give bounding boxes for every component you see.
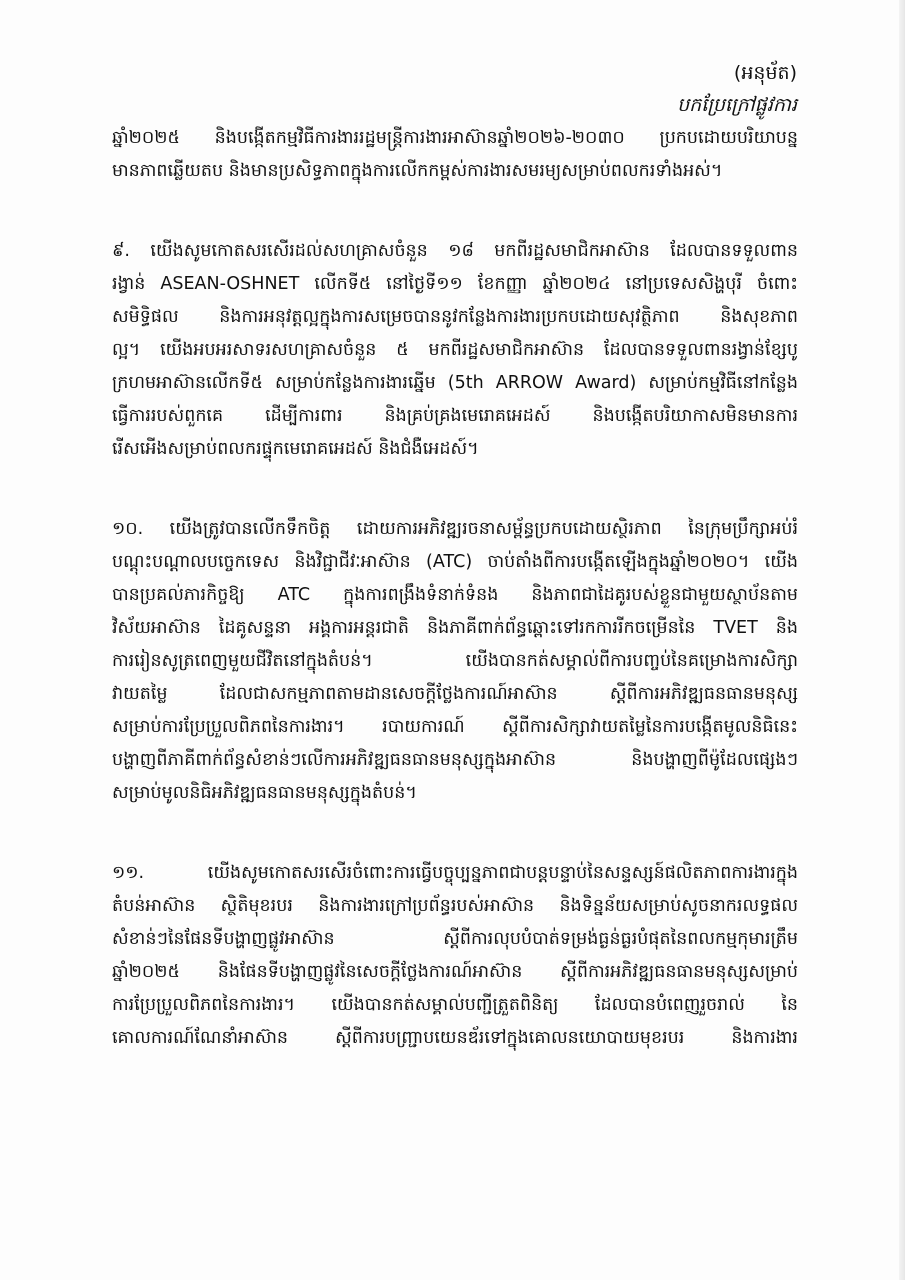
annex-label: (អនុម័ត) — [733, 62, 797, 84]
text-line: តំបន់អាស៊ាន ស្ថិតិមុខរបរ និងការងារក្រៅប្រព័ន្ធរបស់អាស៊ាន និងទិន្នន័យសម្រាប់សូចនាករលទ្ធផល — [112, 896, 798, 916]
text-line: ការរៀនសូត្រពេញមួយជីវិតនៅក្នុងតំបន់។ យើងបានកត់សម្គាល់ពីការបញ្ចប់នៃគម្រោងការសិក្សា — [112, 651, 798, 671]
text-line: រង្វាន់ ASEAN-OSHNET លើកទី៥ នៅថ្ងៃទី១១ ខែកញ្ញា ឆ្នាំ២០២៤ នៅប្រទេសសិង្ហបុរី ចំពោះ — [112, 274, 798, 294]
text-line: ១១. យើងសូមកោតសរសើរចំពោះការធ្វើបច្ចុប្បន្នភាពជាបន្តបន្ទាប់នៃសន្ទស្សន៍ផលិតភាពការងារក្នុង — [112, 863, 798, 883]
text-line: ១០. យើងត្រូវបានលើកទឹកចិត្ត ដោយការអភិវឌ្ឍរចនាសម្ព័ន្ធប្រកបដោយស្ថិរភាព នៃក្រុមប្រឹក្សាអប់រំ — [112, 519, 798, 539]
text-line: បានប្រគល់ភារកិច្ចឱ្យ ATC ក្នុងការពង្រឹងទំនាក់ទំនង និងភាពជាដៃគូរបស់ខ្លួនជាមួយស្ថាប័នតាម — [112, 585, 798, 605]
text-line: ការប្រែប្រួលពិភពនៃការងារ។ យើងបានកត់សម្គាល់បញ្ជីត្រួតពិនិត្យ ដែលបានបំពេញរួចរាល់ នៃ — [112, 995, 798, 1015]
page-edge-shadow — [899, 0, 905, 1280]
document-body — [112, 122, 798, 1055]
text-line: សមិទ្ធិផល និងការអនុវត្តល្អក្នុងការសម្រេចបាននូវកន្លែងការងារប្រកបដោយសុវត្ថិភាព និងសុខភាព — [112, 307, 798, 327]
text-line: ឆ្នាំ២០២៥ និងបង្កើតកម្មវិធីការងាររដ្ឋមន្ត្រីការងារអាស៊ានឆ្នាំ២០២៦-២០៣០ ប្រកបដោយបរិយាបន្ន — [112, 128, 798, 148]
paragraph-gap — [112, 466, 798, 513]
text-line: សំខាន់ៗនៃផែនទីបង្ហាញផ្លូវអាស៊ាន ស្ដីពីការលុបបំបាត់ទម្រង់ធ្ងន់ធ្ងរបំផុតនៃពលកម្មកុមារត្រឹម — [112, 929, 798, 949]
text-line: ធ្វើការរបស់ពួកគេ ដើម្បីការពារ និងគ្រប់គ្រងមេរោគអេដស៍ និងបង្កើតបរិយាកាសមិនមានការ — [112, 406, 798, 426]
unofficial-translation-note: បកប្រែក្រៅផ្លូវការ — [677, 94, 797, 116]
text-line: ៩. យើងសូមកោតសរសើរដល់សហគ្រាសចំនួន ១៨ មកពីរដ្ឋសមាជិកអាស៊ាន ដែលបានទទួលពាន — [112, 241, 798, 261]
paragraph-gap — [112, 810, 798, 857]
text-line: វិស័យអាស៊ាន ដៃគូសន្ទនា អង្គការអន្តរជាតិ និងភាគីពាក់ព័ន្ធឆ្ពោះទៅរកការរីកចម្រើននៃ TVET និង — [112, 618, 798, 638]
text-line: បណ្ដុះបណ្ដាលបច្ចេកទេស និងវិជ្ជាជីវៈអាស៊ាន (ATC) ចាប់តាំងពីការបង្កើតឡើងក្នុងឆ្នាំ២០២០។ យើង — [112, 552, 798, 572]
paragraph-gap — [112, 188, 798, 235]
text-line: វាយតម្លៃ ដែលជាសកម្មភាពតាមដានសេចក្ដីថ្លែងការណ៍អាស៊ាន ស្ដីពីការអភិវឌ្ឍធនធានមនុស្ស — [112, 684, 798, 704]
text-line: បង្ហាញពីភាគីពាក់ព័ន្ធសំខាន់ៗលើការអភិវឌ្ឍធនធានមនុស្សក្នុងអាស៊ាន និងបង្ហាញពីម៉ូដែលផ្សេងៗ — [112, 750, 798, 770]
text-line: ក្រហមអាស៊ានលើកទី៥ សម្រាប់កន្លែងការងារឆ្នើម (5th ARROW Award) សម្រាប់កម្មវិធីនៅកន្លែង — [112, 373, 798, 393]
text-line: សម្រាប់ការប្រែប្រួលពិភពនៃការងារ។ របាយការណ៍ ស្ដីពីការសិក្សាវាយតម្លៃនៃការបង្កើតមូលនិធិនេះ — [112, 717, 798, 737]
paragraph-9 — [112, 235, 798, 466]
text-line: គោលការណ៍ណែនាំអាស៊ាន ស្ដីពីការបញ្ជ្រាបយេនឌ័រទៅក្នុងគោលនយោបាយមុខរបរ និងការងារ — [112, 1028, 798, 1048]
text-line: រើសអើងសម្រាប់ពលករផ្ទុកមេរោគអេដស៍ និងជំងឺអេដស៍។ — [112, 439, 479, 459]
paragraph-10 — [112, 513, 798, 810]
text-line: មានភាពឆ្លើយតប និងមានប្រសិទ្ធភាពក្នុងការលើកកម្ពស់ការងារសមរម្យសម្រាប់ពលករទាំងអស់។ — [112, 161, 723, 181]
paragraph-11 — [112, 857, 798, 1055]
paragraph-continuation — [112, 122, 798, 188]
text-line: ឆ្នាំ២០២៥ និងផែនទីបង្ហាញផ្លូវនៃសេចក្ដីថ្លែងការណ៍អាស៊ាន ស្ដីពីការអភិវឌ្ឍធនធានមនុស្សសម្រាប់ — [112, 962, 798, 982]
text-line: ល្អ។ យើងអបអរសាទរសហគ្រាសចំនួន ៥ មកពីរដ្ឋសមាជិកអាស៊ាន ដែលបានទទួលពានរង្វាន់ខ្សែបូ — [112, 340, 798, 360]
text-line: សម្រាប់មូលនិធិអភិវឌ្ឍធនធានមនុស្សក្នុងតំបន់។ — [112, 783, 417, 803]
